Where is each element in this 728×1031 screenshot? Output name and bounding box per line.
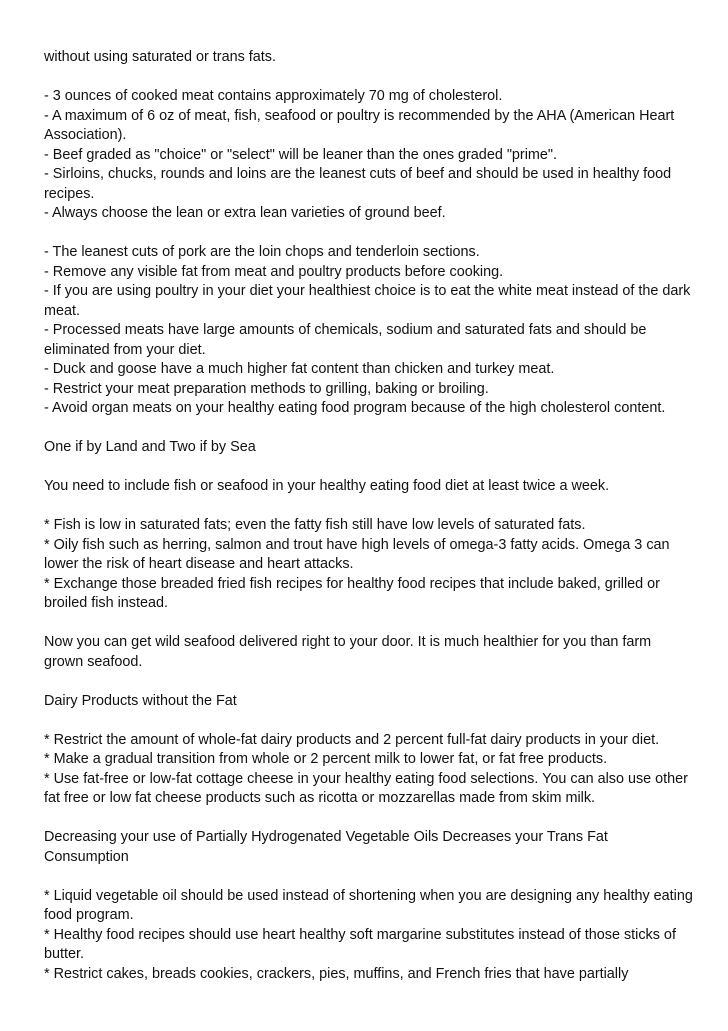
section-heading: Dairy Products without the Fat — [44, 692, 237, 709]
list-item: * Exchange those breaded fried fish recipes for healthy food recipes that include baked, grilled or broiled fish instead. — [44, 575, 664, 611]
list-item: - Processed meats have large amounts of chemicals, sodium and saturated fats and should be eliminated from your diet. — [44, 322, 651, 358]
list-item: - A maximum of 6 oz of meat, fish, seafood or poultry is recommended by the AHA (American Heart Association). — [44, 107, 678, 143]
section-heading-land-sea — [44, 438, 694, 458]
list-item: - Beef graded as "choice" or "select" will be leaner than the ones graded "prime". — [44, 146, 558, 163]
list-item: - If you are using poultry in your diet your healthiest choice is to eat the white meat instead of the dark meat. — [44, 283, 695, 319]
list-item: - Duck and goose have a much higher fat content than chicken and turkey meat. — [44, 361, 555, 377]
list-pork-poultry — [44, 243, 694, 419]
text-line: You need to include fish or seafood in your healthy eating food diet at least twice a week. — [44, 478, 610, 494]
paragraph-intro — [44, 48, 694, 68]
paragraph-fish-intro — [44, 477, 694, 497]
list-item: * Liquid vegetable oil should be used instead of shortening when you are designing any healthy eating food program. — [44, 887, 697, 923]
list-item: * Fish is low in saturated fats; even the fatty fish still have low levels of saturated fats. — [44, 517, 586, 533]
list-item: * Restrict cakes, breads cookies, crackers, pies, muffins, and French fries that have partially — [44, 965, 629, 982]
section-heading-trans-fat — [44, 828, 694, 867]
text-line: Now you can get wild seafood delivered right to your door. It is much healthier for you than farm grown seafood. — [44, 634, 656, 670]
list-fish — [44, 516, 694, 614]
list-item: * Oily fish such as herring, salmon and trout have high levels of omega-3 fatty acids. Omega 3 can lower the risk of heart disease and heart attacks. — [44, 536, 674, 572]
list-meat-cholesterol — [44, 87, 694, 224]
list-oils — [44, 887, 697, 985]
list-item: * Make a gradual transition from whole or 2 percent milk to lower fat, or fat free products. — [44, 751, 608, 767]
list-item: * Restrict the amount of whole-fat dairy products and 2 percent full-fat dairy products in your diet. — [44, 731, 660, 748]
document-page — [44, 48, 697, 1004]
list-item: - Remove any visible fat from meat and poultry products before cooking. — [44, 263, 504, 280]
list-item: - The leanest cuts of pork are the loin chops and tenderloin sections. — [44, 244, 480, 260]
list-item: * Use fat-free or low-fat cottage cheese in your healthy eating food selections. You can also use other fat free or low fat cheese products such as ricotta or mozzarellas made from skim milk. — [44, 770, 692, 806]
paragraph-wild-seafood — [44, 633, 694, 672]
list-item: - Always choose the lean or extra lean varieties of ground beef. — [44, 205, 446, 221]
list-item: * Healthy food recipes should use heart healthy soft margarine substitutes instead of those sticks of butter. — [44, 926, 680, 962]
section-heading-dairy — [44, 692, 694, 712]
list-dairy — [44, 731, 694, 809]
text-line: without using saturated or trans fats. — [44, 49, 276, 65]
section-heading: Decreasing your use of Partially Hydrogenated Vegetable Oils Decreases your Trans Fat Consumption — [44, 829, 612, 865]
list-item: - Sirloins, chucks, rounds and loins are the leanest cuts of beef and should be used in healthy food recipes. — [44, 166, 676, 202]
section-heading: One if by Land and Two if by Sea — [44, 439, 256, 455]
list-item: - 3 ounces of cooked meat contains approximately 70 mg of cholesterol. — [44, 88, 503, 104]
list-item: - Avoid organ meats on your healthy eating food program because of the high cholesterol content. — [44, 400, 666, 416]
list-item: - Restrict your meat preparation methods to grilling, baking or broiling. — [44, 380, 489, 397]
